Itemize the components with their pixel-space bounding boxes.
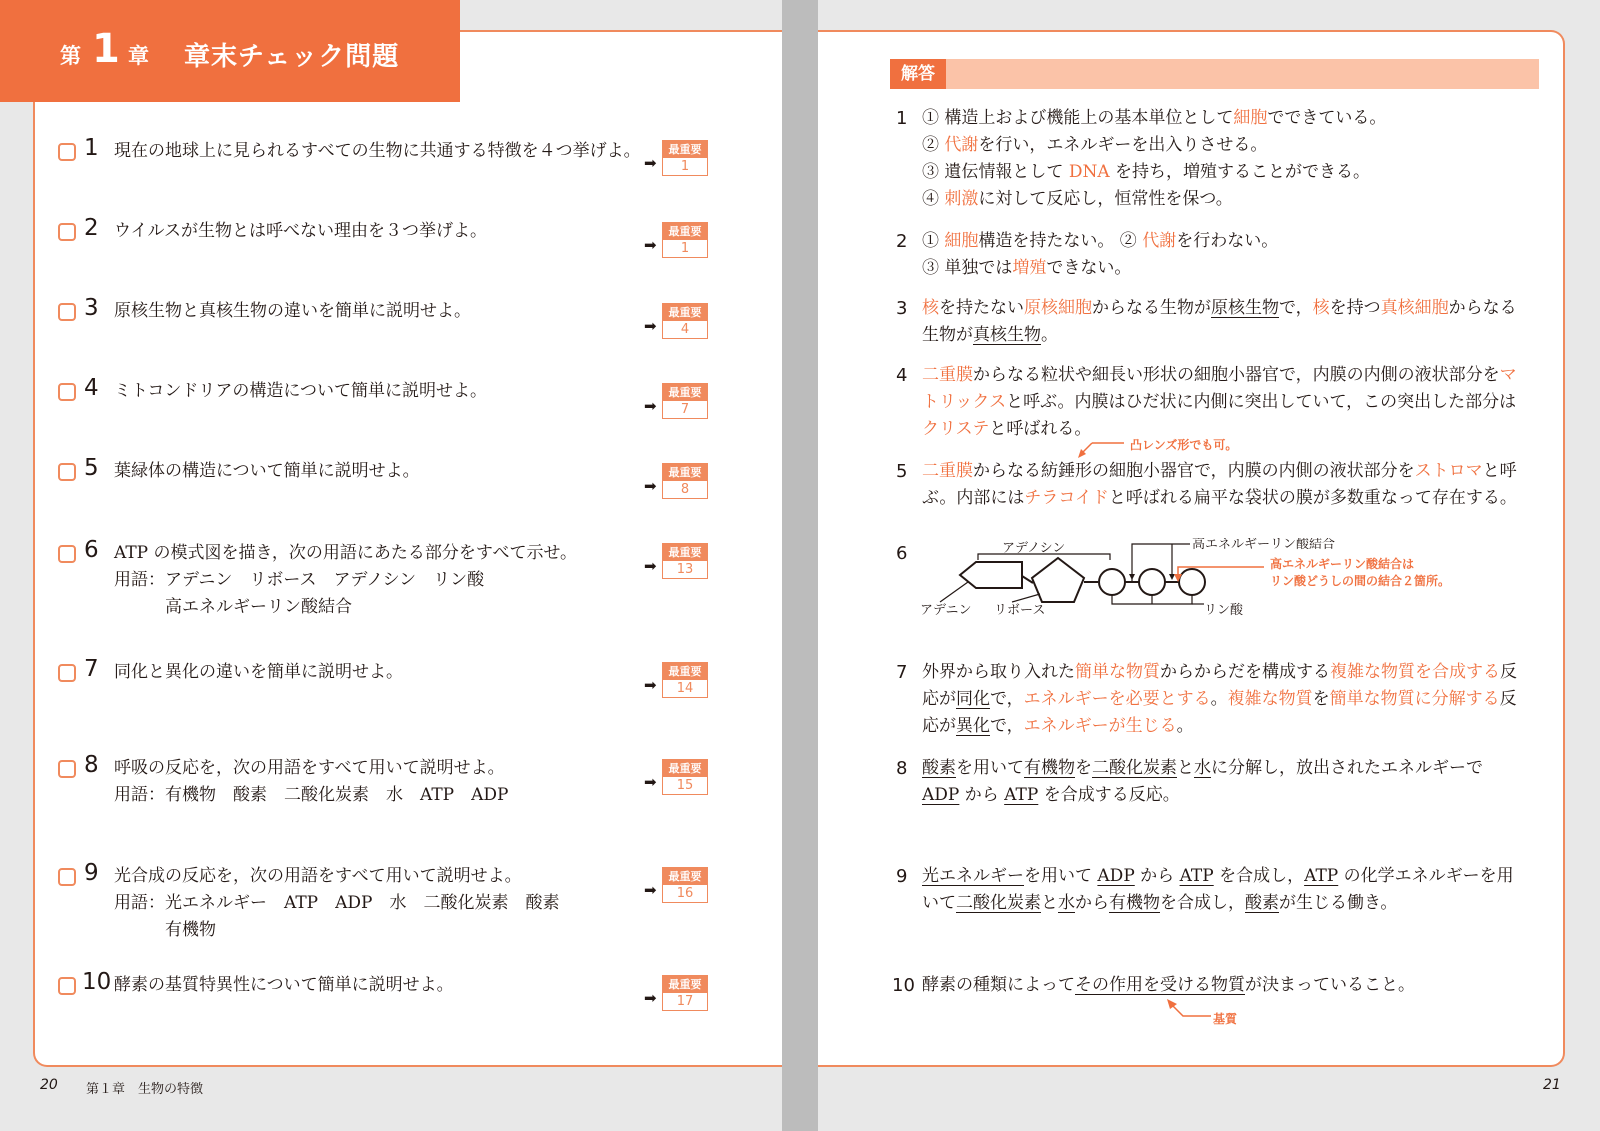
question-checkbox[interactable] (58, 664, 76, 682)
arrow-right-icon: ➡ (644, 676, 657, 694)
kishitsu-arrow (1165, 996, 1215, 1022)
reference-number: 1 (680, 159, 690, 174)
reference-number: 7 (680, 402, 690, 417)
chapter-sho: 章 (128, 44, 149, 68)
ribose-shape (1032, 558, 1084, 602)
book-gutter (782, 0, 818, 1131)
question-line: 葉緑体の構造について簡単に説明せよ。 (114, 461, 420, 481)
answer-number: 10 (892, 975, 915, 996)
question-text (114, 972, 454, 999)
chapter-number: 1 (92, 26, 120, 72)
reference-number: 16 (676, 886, 694, 901)
question-text (114, 659, 403, 686)
adenine-label: アデニン (920, 603, 972, 618)
answer-number: 5 (896, 461, 908, 482)
question-checkbox[interactable] (58, 143, 76, 161)
reference-number: 13 (676, 562, 694, 577)
reference-box (662, 759, 708, 795)
question-line: 高エネルギーリン酸結合 (114, 597, 352, 617)
question-text (114, 218, 487, 245)
reference-box (662, 867, 708, 903)
question-line: 同化と異化の違いを簡単に説明せよ。 (114, 662, 403, 682)
adenine-shape (960, 562, 1022, 588)
question-number: 2 (84, 215, 99, 241)
answers-header (890, 59, 1539, 89)
question-number: 9 (84, 860, 99, 886)
question-text (114, 458, 420, 485)
reference-box (662, 383, 708, 419)
answer-number: 4 (896, 365, 908, 386)
left-page-number: 20 (40, 1077, 58, 1093)
chapter-dai: 第 (60, 44, 81, 68)
reference-label: 最重要 (663, 663, 707, 680)
reference-number: 17 (676, 994, 694, 1009)
reference-label: 最重要 (663, 976, 707, 993)
answer-number: 9 (896, 866, 908, 887)
answer-number: 2 (896, 231, 908, 252)
reference-label: 最重要 (663, 223, 707, 240)
kishitsu-note: 基質 (1213, 1012, 1238, 1026)
reference-number: 4 (680, 322, 690, 337)
question-line: ミトコンドリアの構造について簡単に説明せよ。 (114, 381, 487, 401)
question-line: ATP の模式図を描き，次の用語にあたる部分をすべて示せ。 (114, 543, 577, 563)
phosphate-label: リン酸 (1204, 603, 1244, 618)
bond-note-2: リン酸どうしの間の結合２箇所。 (1270, 574, 1451, 588)
chapter-title: 章末チェック問題 (184, 42, 400, 72)
question-checkbox[interactable] (58, 303, 76, 321)
question-text (114, 378, 487, 405)
answer-number: 3 (896, 298, 908, 319)
arrow-right-icon: ➡ (644, 989, 657, 1007)
right-page-number: 21 (1543, 1077, 1561, 1093)
question-number: 10 (82, 969, 112, 995)
phosphate-2 (1139, 569, 1165, 595)
question-line: 用語：アデニン リボース アデノシン リン酸 (114, 570, 485, 590)
reference-number: 1 (680, 241, 690, 256)
arrow-right-icon: ➡ (644, 397, 657, 415)
question-line: 光合成の反応を，次の用語をすべて用いて説明せよ。 (114, 866, 522, 886)
reference-label: 最重要 (663, 868, 707, 885)
question-number: 1 (84, 135, 99, 161)
question-text (114, 863, 559, 944)
reference-label: 最重要 (663, 544, 707, 561)
arrow-right-icon: ➡ (644, 557, 657, 575)
bond-note-1: 高エネルギーリン酸結合は (1270, 557, 1415, 571)
answer-number: 1 (896, 108, 908, 129)
atp-diagram (920, 538, 1580, 633)
reference-box (662, 140, 708, 176)
reference-label: 最重要 (663, 141, 707, 158)
chapter-heading (0, 0, 460, 102)
reference-number: 8 (680, 482, 690, 497)
question-checkbox[interactable] (58, 383, 76, 401)
reference-label: 最重要 (663, 760, 707, 777)
question-line: 原核生物と真核生物の違いを簡単に説明せよ。 (114, 301, 471, 321)
reference-number: 15 (676, 778, 694, 793)
reference-label: 最重要 (663, 464, 707, 481)
reference-label: 最重要 (663, 304, 707, 321)
question-checkbox[interactable] (58, 223, 76, 241)
answer-number: 7 (896, 662, 908, 683)
ribose-label: リボース (994, 603, 1046, 618)
question-line: 酵素の基質特異性について簡単に説明せよ。 (114, 975, 454, 995)
arrow-right-icon: ➡ (644, 236, 657, 254)
reference-box (662, 463, 708, 499)
question-text (114, 138, 641, 165)
question-number: 7 (84, 656, 99, 682)
question-number: 6 (84, 537, 99, 563)
question-checkbox[interactable] (58, 463, 76, 481)
reference-label: 最重要 (663, 384, 707, 401)
question-line: ウイルスが生物とは呼べない理由を３つ挙げよ。 (114, 221, 487, 241)
reference-box (662, 662, 708, 698)
question-number: 8 (84, 752, 99, 778)
adenosine-label: アデノシン (1002, 541, 1066, 556)
question-text (114, 755, 508, 809)
arrow-right-icon: ➡ (644, 477, 657, 495)
question-line: 用語：光エネルギー ATP ADP 水 二酸化炭素 酸素 (114, 893, 560, 913)
reference-box (662, 222, 708, 258)
question-checkbox[interactable] (58, 545, 76, 563)
arrow-right-icon: ➡ (644, 773, 657, 791)
question-text (114, 540, 577, 621)
arrow-right-icon: ➡ (644, 154, 657, 172)
phosphate-3 (1179, 569, 1205, 595)
reference-number: 14 (676, 681, 694, 696)
question-number: 3 (84, 295, 99, 321)
reference-box (662, 975, 708, 1011)
question-line: 用語：有機物 酸素 二酸化炭素 水 ATP ADP (114, 785, 509, 805)
answer-number: 6 (896, 543, 908, 564)
answers-label: 解答 (890, 59, 946, 89)
question-checkbox[interactable] (58, 760, 76, 778)
answer-number: 8 (896, 758, 908, 779)
reference-box (662, 303, 708, 339)
question-line: 呼吸の反応を，次の用語をすべて用いて説明せよ。 (114, 758, 505, 778)
question-checkbox[interactable] (58, 977, 76, 995)
high-energy-bond-label: 高エネルギーリン酸結合 (1192, 538, 1336, 552)
arrow-right-icon: ➡ (644, 881, 657, 899)
arrow-right-icon: ➡ (644, 317, 657, 335)
question-line: 現在の地球上に見られるすべての生物に共通する特徴を４つ挙げよ。 (114, 141, 641, 161)
footer-chapter: 第１章 生物の特徴 (86, 1082, 204, 1097)
phosphate-1 (1099, 569, 1125, 595)
question-line: 有機物 (114, 920, 216, 940)
question-text (114, 298, 471, 325)
question-number: 4 (84, 375, 99, 401)
question-number: 5 (84, 455, 99, 481)
reference-box (662, 543, 708, 579)
lens-note: 凸レンズ形でも可。 (1130, 438, 1238, 452)
question-checkbox[interactable] (58, 868, 76, 886)
